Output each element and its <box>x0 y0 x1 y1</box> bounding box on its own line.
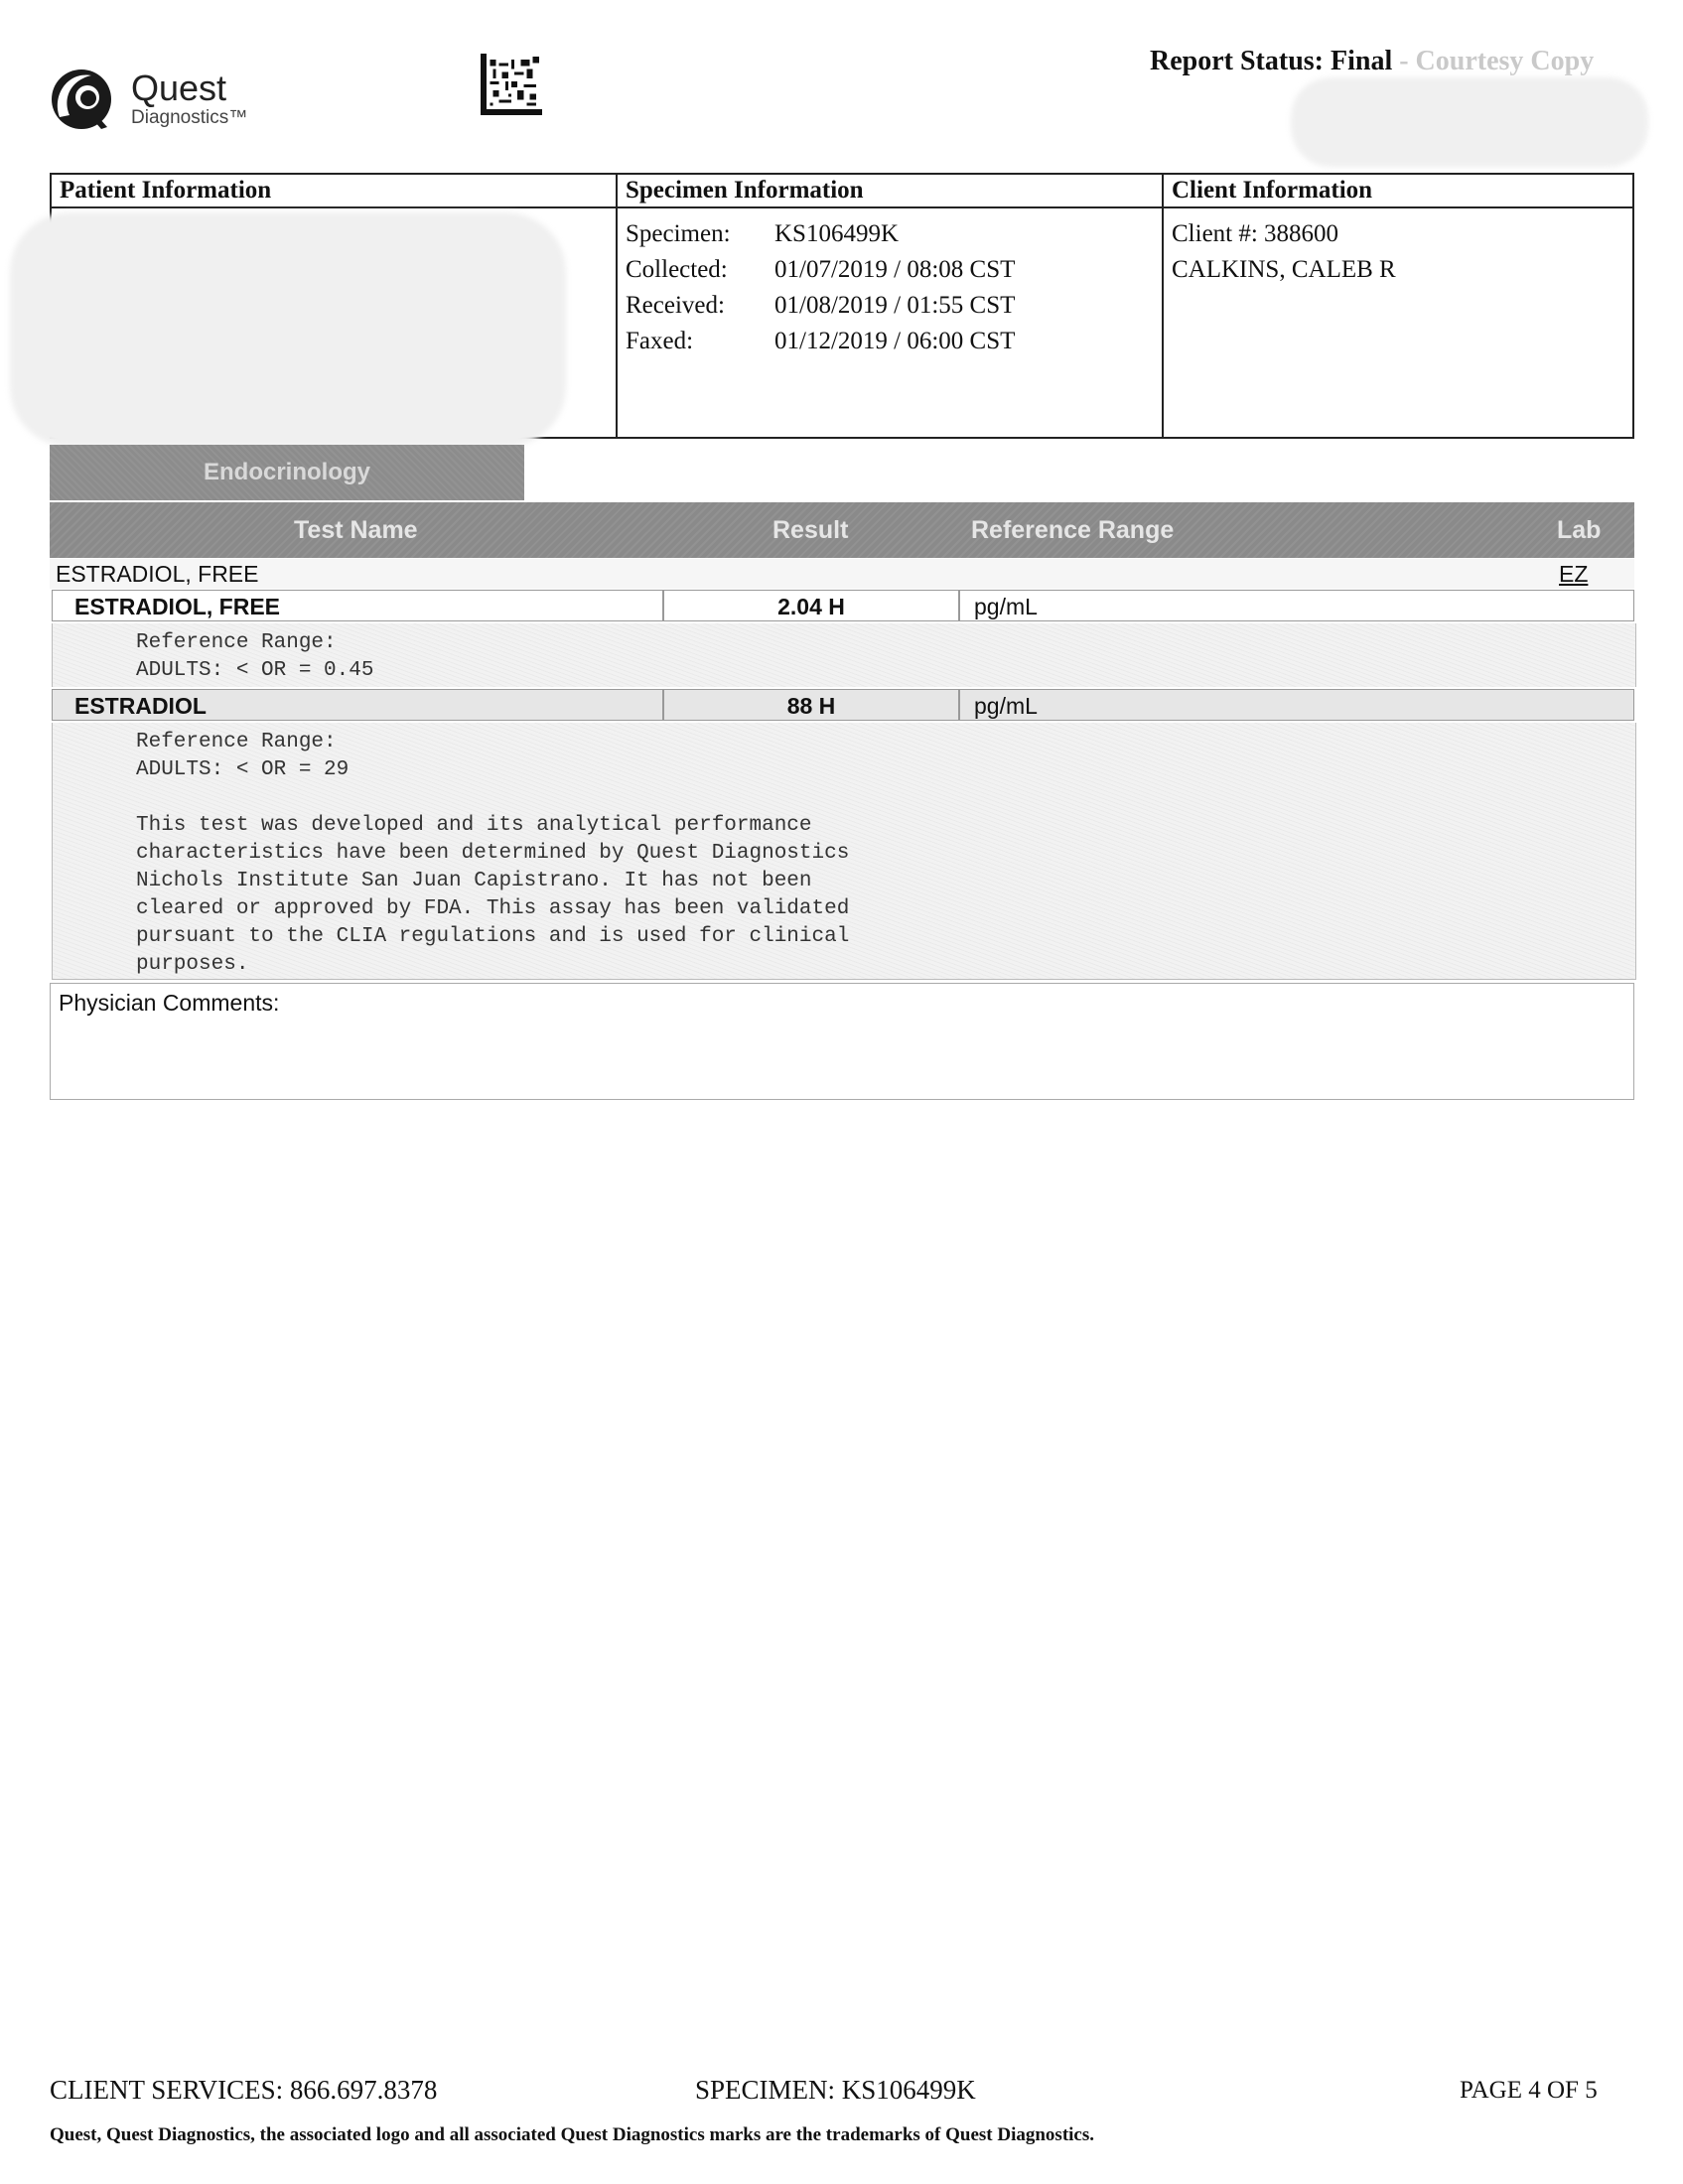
patient-info-heading: Patient Information <box>52 175 616 208</box>
client-services: CLIENT SERVICES: 866.697.8378 <box>50 2075 438 2105</box>
physician-comments-label: Physician Comments: <box>59 990 280 1016</box>
redaction-mark <box>1291 77 1648 167</box>
trademark-notice: Quest, Quest Diagnostics, the associated logo and all associated Quest Diagnostics marks are the trademarks of Quest Diagnostics. <box>50 2124 1095 2145</box>
test-group-name: ESTRADIOL, FREE <box>56 561 259 587</box>
specimen-row <box>626 216 1154 252</box>
collected-row <box>626 252 1154 288</box>
page-number: PAGE 4 OF 5 <box>1460 2077 1598 2104</box>
collected-label: Collected: <box>626 256 728 283</box>
report-status <box>1150 46 1594 77</box>
specimen-info-heading: Specimen Information <box>618 175 1162 208</box>
result-cell: 88 H <box>663 689 959 721</box>
reference-note <box>52 723 1636 980</box>
client-info-heading: Client Information <box>1164 175 1632 208</box>
results-table-header <box>50 502 1634 558</box>
client-number: Client #: 388600 <box>1172 220 1339 247</box>
received-label: Received: <box>626 292 725 319</box>
client-details <box>1164 208 1632 296</box>
specimen-details <box>618 208 1162 367</box>
section-tab-endocrinology: Endocrinology <box>50 445 524 500</box>
specimen-info-column <box>618 175 1164 437</box>
test-name-cell: ESTRADIOL, FREE <box>52 590 663 621</box>
reference-note-text: Reference Range: ADULTS: < OR = 29 This test was developed and its analytical performance characteristics have been determined by Quest Diagnostics Nichols Institute San Juan Capistrano. It has not been cleared or approved by FDA. This assay has been validated pursuant to the CLIA regulations and is used for clinical purposes. <box>136 731 850 976</box>
lab-header: Lab <box>1557 516 1602 544</box>
redaction-mark <box>10 212 566 447</box>
physician-comments-box <box>50 983 1634 1100</box>
quest-logo <box>48 62 276 141</box>
test-group-row <box>50 559 1634 589</box>
report-status-suffix: - Courtesy Copy <box>1392 46 1595 76</box>
reference-note-text: Reference Range: ADULTS: < OR = 0.45 <box>136 631 374 682</box>
report-status-label: Report Status: Final <box>1150 46 1393 76</box>
unit-cell: pg/mL <box>959 689 1634 721</box>
faxed-row <box>626 324 1154 359</box>
test-name-cell: ESTRADIOL <box>52 689 663 721</box>
result-row <box>52 590 1634 621</box>
received-row <box>626 288 1154 324</box>
logo-subtitle: Diagnostics™ <box>131 107 248 128</box>
lab-code: EZ <box>1559 561 1589 587</box>
logo-name: Quest <box>131 68 227 108</box>
received-value: 01/08/2019 / 01:55 CST <box>774 292 1016 319</box>
client-name: CALKINS, CALEB R <box>1172 256 1396 283</box>
result-cell: 2.04 H <box>663 590 959 621</box>
client-info-column <box>1164 175 1632 437</box>
reference-range-header: Reference Range <box>971 516 1175 544</box>
faxed-label: Faxed: <box>626 328 694 354</box>
unit-cell: pg/mL <box>959 590 1634 621</box>
result-row <box>52 689 1634 721</box>
collected-value: 01/07/2019 / 08:08 CST <box>774 256 1016 283</box>
test-name-header: Test Name <box>294 516 418 544</box>
specimen-label: Specimen: <box>626 220 731 247</box>
reference-note <box>52 623 1636 687</box>
faxed-value: 01/12/2019 / 06:00 CST <box>774 328 1016 354</box>
result-header: Result <box>772 516 849 544</box>
footer-specimen: SPECIMEN: KS106499K <box>695 2075 976 2105</box>
specimen-value: KS106499K <box>774 220 900 247</box>
quest-logo-icon <box>48 66 117 135</box>
qr-code-icon <box>481 54 542 115</box>
